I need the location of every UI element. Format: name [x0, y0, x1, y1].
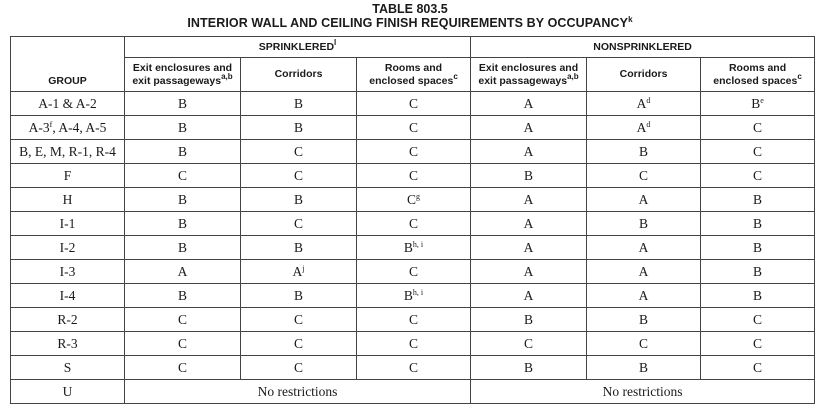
class-cell: C [701, 308, 815, 332]
table-row [11, 380, 815, 404]
table-row [11, 92, 815, 116]
table-row [11, 308, 815, 332]
class-cell: C [357, 356, 471, 380]
class-cell: A [471, 188, 587, 212]
column-header: Exit enclosures and exit passageways$^{a,b}$ [125, 58, 241, 92]
group-cell: A-1 & A-2 [11, 92, 125, 116]
class-cell: C [701, 164, 815, 188]
class-cell: B [241, 284, 357, 308]
class-cell: A [471, 236, 587, 260]
table-row [11, 356, 815, 380]
table-row [11, 116, 815, 140]
class-cell: B [241, 116, 357, 140]
class-cell: B [701, 188, 815, 212]
class-cell: C [357, 140, 471, 164]
class-cell: B [587, 308, 701, 332]
group-cell: I-1 [11, 212, 125, 236]
class-cell: B [701, 284, 815, 308]
group-cell: A-3$^f$, A-4, A-5 [11, 116, 125, 140]
class-cell: C [701, 140, 815, 164]
table-number: TABLE 803.5 [372, 2, 448, 16]
class-cell: A [587, 236, 701, 260]
table-row [11, 212, 815, 236]
class-cell: $A^d$ [587, 92, 701, 116]
class-cell: B [471, 356, 587, 380]
group-cell: B, E, M, R-1, R-4 [11, 140, 125, 164]
class-cell: B [701, 212, 815, 236]
group-cell: F [11, 164, 125, 188]
group-cell: I-3 [11, 260, 125, 284]
class-cell: B [241, 188, 357, 212]
class-cell: A [471, 212, 587, 236]
class-cell: A [471, 260, 587, 284]
class-cell: B [125, 140, 241, 164]
class-cell: B [125, 284, 241, 308]
class-cell: C [125, 164, 241, 188]
class-cell: $A^j$ [241, 260, 357, 284]
class-cell: C [357, 212, 471, 236]
column-header: Rooms and enclosed spaces$^c$ [701, 58, 815, 92]
class-cell: C [471, 332, 587, 356]
table-caption [0, 16, 820, 31]
class-cell: C [241, 308, 357, 332]
class-cell: C [125, 356, 241, 380]
class-cell: C [357, 260, 471, 284]
class-cell: C [701, 356, 815, 380]
nonsprinklered-no-restrictions: No restrictions [471, 380, 815, 404]
class-cell: B [471, 164, 587, 188]
caption-text: INTERIOR WALL AND CEILING FINISH REQUIREMENTS BY OCCUPANCY [187, 16, 629, 30]
class-cell: C [357, 308, 471, 332]
class-cell: C [587, 164, 701, 188]
class-cell: C [241, 140, 357, 164]
column-header-row [11, 58, 815, 92]
class-cell: B [125, 188, 241, 212]
class-cell: B [471, 308, 587, 332]
class-cell: B [125, 116, 241, 140]
class-cell: C [241, 212, 357, 236]
class-cell: B$^{h, i}$ [357, 284, 471, 308]
class-cell: C [701, 116, 815, 140]
class-cell: B [587, 212, 701, 236]
class-cell: C [357, 332, 471, 356]
class-cell: C [587, 332, 701, 356]
sprinklered-no-restrictions: No restrictions [125, 380, 471, 404]
class-cell: $C^g$ [357, 188, 471, 212]
class-cell: $A^d$ [587, 116, 701, 140]
class-cell: C [241, 356, 357, 380]
class-cell: B [587, 356, 701, 380]
finish-requirements-table [10, 36, 815, 404]
nonsprinklered-header: NONSPRINKLERED [471, 37, 815, 58]
group-cell: R-2 [11, 308, 125, 332]
class-cell: A [125, 260, 241, 284]
class-cell: C [125, 308, 241, 332]
table-row [11, 164, 815, 188]
group-header: GROUP [11, 37, 125, 92]
column-header: Exit enclosures and exit passageways$^{a,b}$ [471, 58, 587, 92]
group-cell: H [11, 188, 125, 212]
class-cell: B [125, 92, 241, 116]
table-title-block [0, 0, 820, 31]
group-cell: I-4 [11, 284, 125, 308]
table-row [11, 284, 815, 308]
group-cell: S [11, 356, 125, 380]
table-row [11, 260, 815, 284]
class-cell: C [701, 332, 815, 356]
class-cell: A [471, 116, 587, 140]
class-cell: C [357, 164, 471, 188]
class-cell: A [471, 284, 587, 308]
sprinklered-header: SPRINKLERED$^l$ [125, 37, 471, 58]
class-cell: $B^e$ [701, 92, 815, 116]
table-row [11, 332, 815, 356]
class-cell: A [471, 92, 587, 116]
caption-footnote: k [628, 15, 633, 24]
class-cell: B [701, 236, 815, 260]
group-cell: U [11, 380, 125, 404]
class-cell: B [701, 260, 815, 284]
class-cell: B$^{h, i}$ [357, 236, 471, 260]
table-row [11, 188, 815, 212]
class-cell: B [125, 212, 241, 236]
class-cell: C [241, 332, 357, 356]
column-header: Rooms and enclosed spaces$^c$ [357, 58, 471, 92]
class-cell: B [241, 92, 357, 116]
class-cell: A [587, 284, 701, 308]
class-cell: C [241, 164, 357, 188]
group-cell: R-3 [11, 332, 125, 356]
class-cell: A [471, 140, 587, 164]
group-cell: I-2 [11, 236, 125, 260]
class-cell: B [125, 236, 241, 260]
class-cell: A [587, 188, 701, 212]
class-cell: C [125, 332, 241, 356]
class-cell: C [357, 116, 471, 140]
class-cell: B [241, 236, 357, 260]
table-row [11, 140, 815, 164]
column-header: Corridors [241, 58, 357, 92]
class-cell: C [357, 92, 471, 116]
class-cell: B [587, 140, 701, 164]
table-row [11, 236, 815, 260]
column-header: Corridors [587, 58, 701, 92]
class-cell: A [587, 260, 701, 284]
